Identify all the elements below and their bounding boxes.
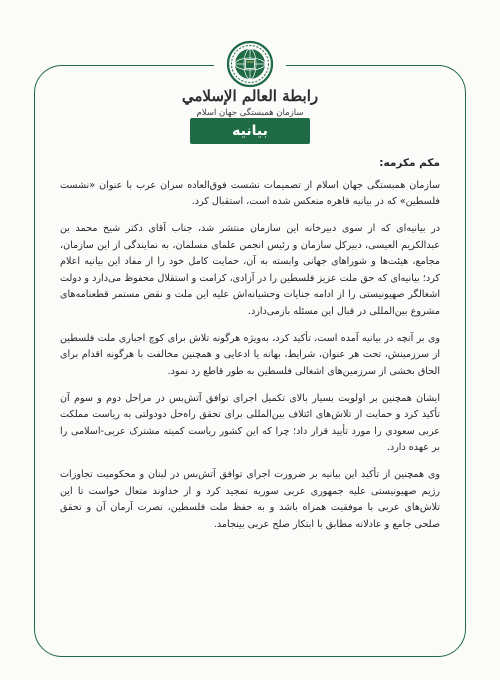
emblem-icon	[226, 40, 274, 88]
document-type-badge	[190, 118, 310, 144]
organization-name-persian: سازمان همبستگی جهان اسلام	[196, 108, 304, 118]
paragraph-4: ایشان همچنین بر اولویت بسیار بالای تکمیل اجرای توافق آتش‌بس در مراحل دوم و سوم آن تأکید کرد و حمایت از تلاش‌های ائتلاف بین‌المللی برای تحقق راه‌حل دودولتی به ریاست مملکت عربی سعودی را مورد تأیید قرار داد؛ چرا که این کشور ریاست کمیته مشترک عربی-اسلامی را بر عهده دارد.	[60, 392, 440, 453]
paragraph-3: وی بر آنچه در بیانیه آمده است، تأکید کرد، به‌ویژه هرگونه تلاش برای کوچ اجباری ملت فلسطین از سرزمینش، تحت هر عنوان، شرایط، بهانه یا ادعایی و همچنین مخالفت با هرگونه اقدام برای الحاق بخشی از سرزمین‌های اشغالی فلسطین به طور قاطع رد نمود.	[60, 332, 440, 377]
organization-name-arabic: رابطة العالم الإسلامي	[181, 87, 319, 105]
organization-branding	[150, 86, 350, 119]
statement-body	[60, 155, 440, 544]
paragraph-1: سازمان همبستگی جهان اسلام از تصمیمات نشست فوق‌العاده سران عرب با عنوان «نشست فلسطین» که در بیانیه قاهره منعکس شده است، استقبال کرد.	[60, 179, 440, 207]
document-type-label: بیانیه	[232, 123, 268, 139]
paragraph-2: در بیانیه‌ای که از سوی دبیرخانه این سازمان منتشر شد، جناب آقای دکتر شیخ محمد بن عبدالکریم العیسی، دبیرکل سازمان و رئیس انجمن علمای مسلمان، به نمایندگی از این سازمان، مجامع، هیئت‌ها و شوراهای جهانی وابسته به آن، حمایت کامل خود را از مفاد این بیانیه اعلام کرد؛ بیانیه‌ای که حق ملت عزیز فلسطین را در آزادی، کرامت و استقلال محفوظ می‌دارد و دولت اشغالگر صهیونیستی را از ادامه جنایات وحشیانه‌اش علیه این ملت و نقض مستمر قطعنامه‌های مشروع بین‌المللی در قبال این مسئله بازمی‌دارد.	[60, 223, 440, 317]
paragraph-5: وی همچنین از تأکید این بیانیه بر ضرورت اجرای توافق آتش‌بس در لبنان و محکومیت تجاوزات رژیم صهیونیستی علیه جمهوری عربی سوریه تمجید کرد و از خداوند متعال خواست تا این تلاش‌های عربی با موفقیت همراه باشد و به حفظ ملت فلسطین، نصرت آرمان آن و تحقق صلحی جامع و عادلانه مطابق با ابتکار صلح عربی بینجامد.	[60, 469, 440, 530]
organization-emblem	[214, 40, 286, 90]
salutation: مکم مکرمه:	[379, 157, 440, 169]
